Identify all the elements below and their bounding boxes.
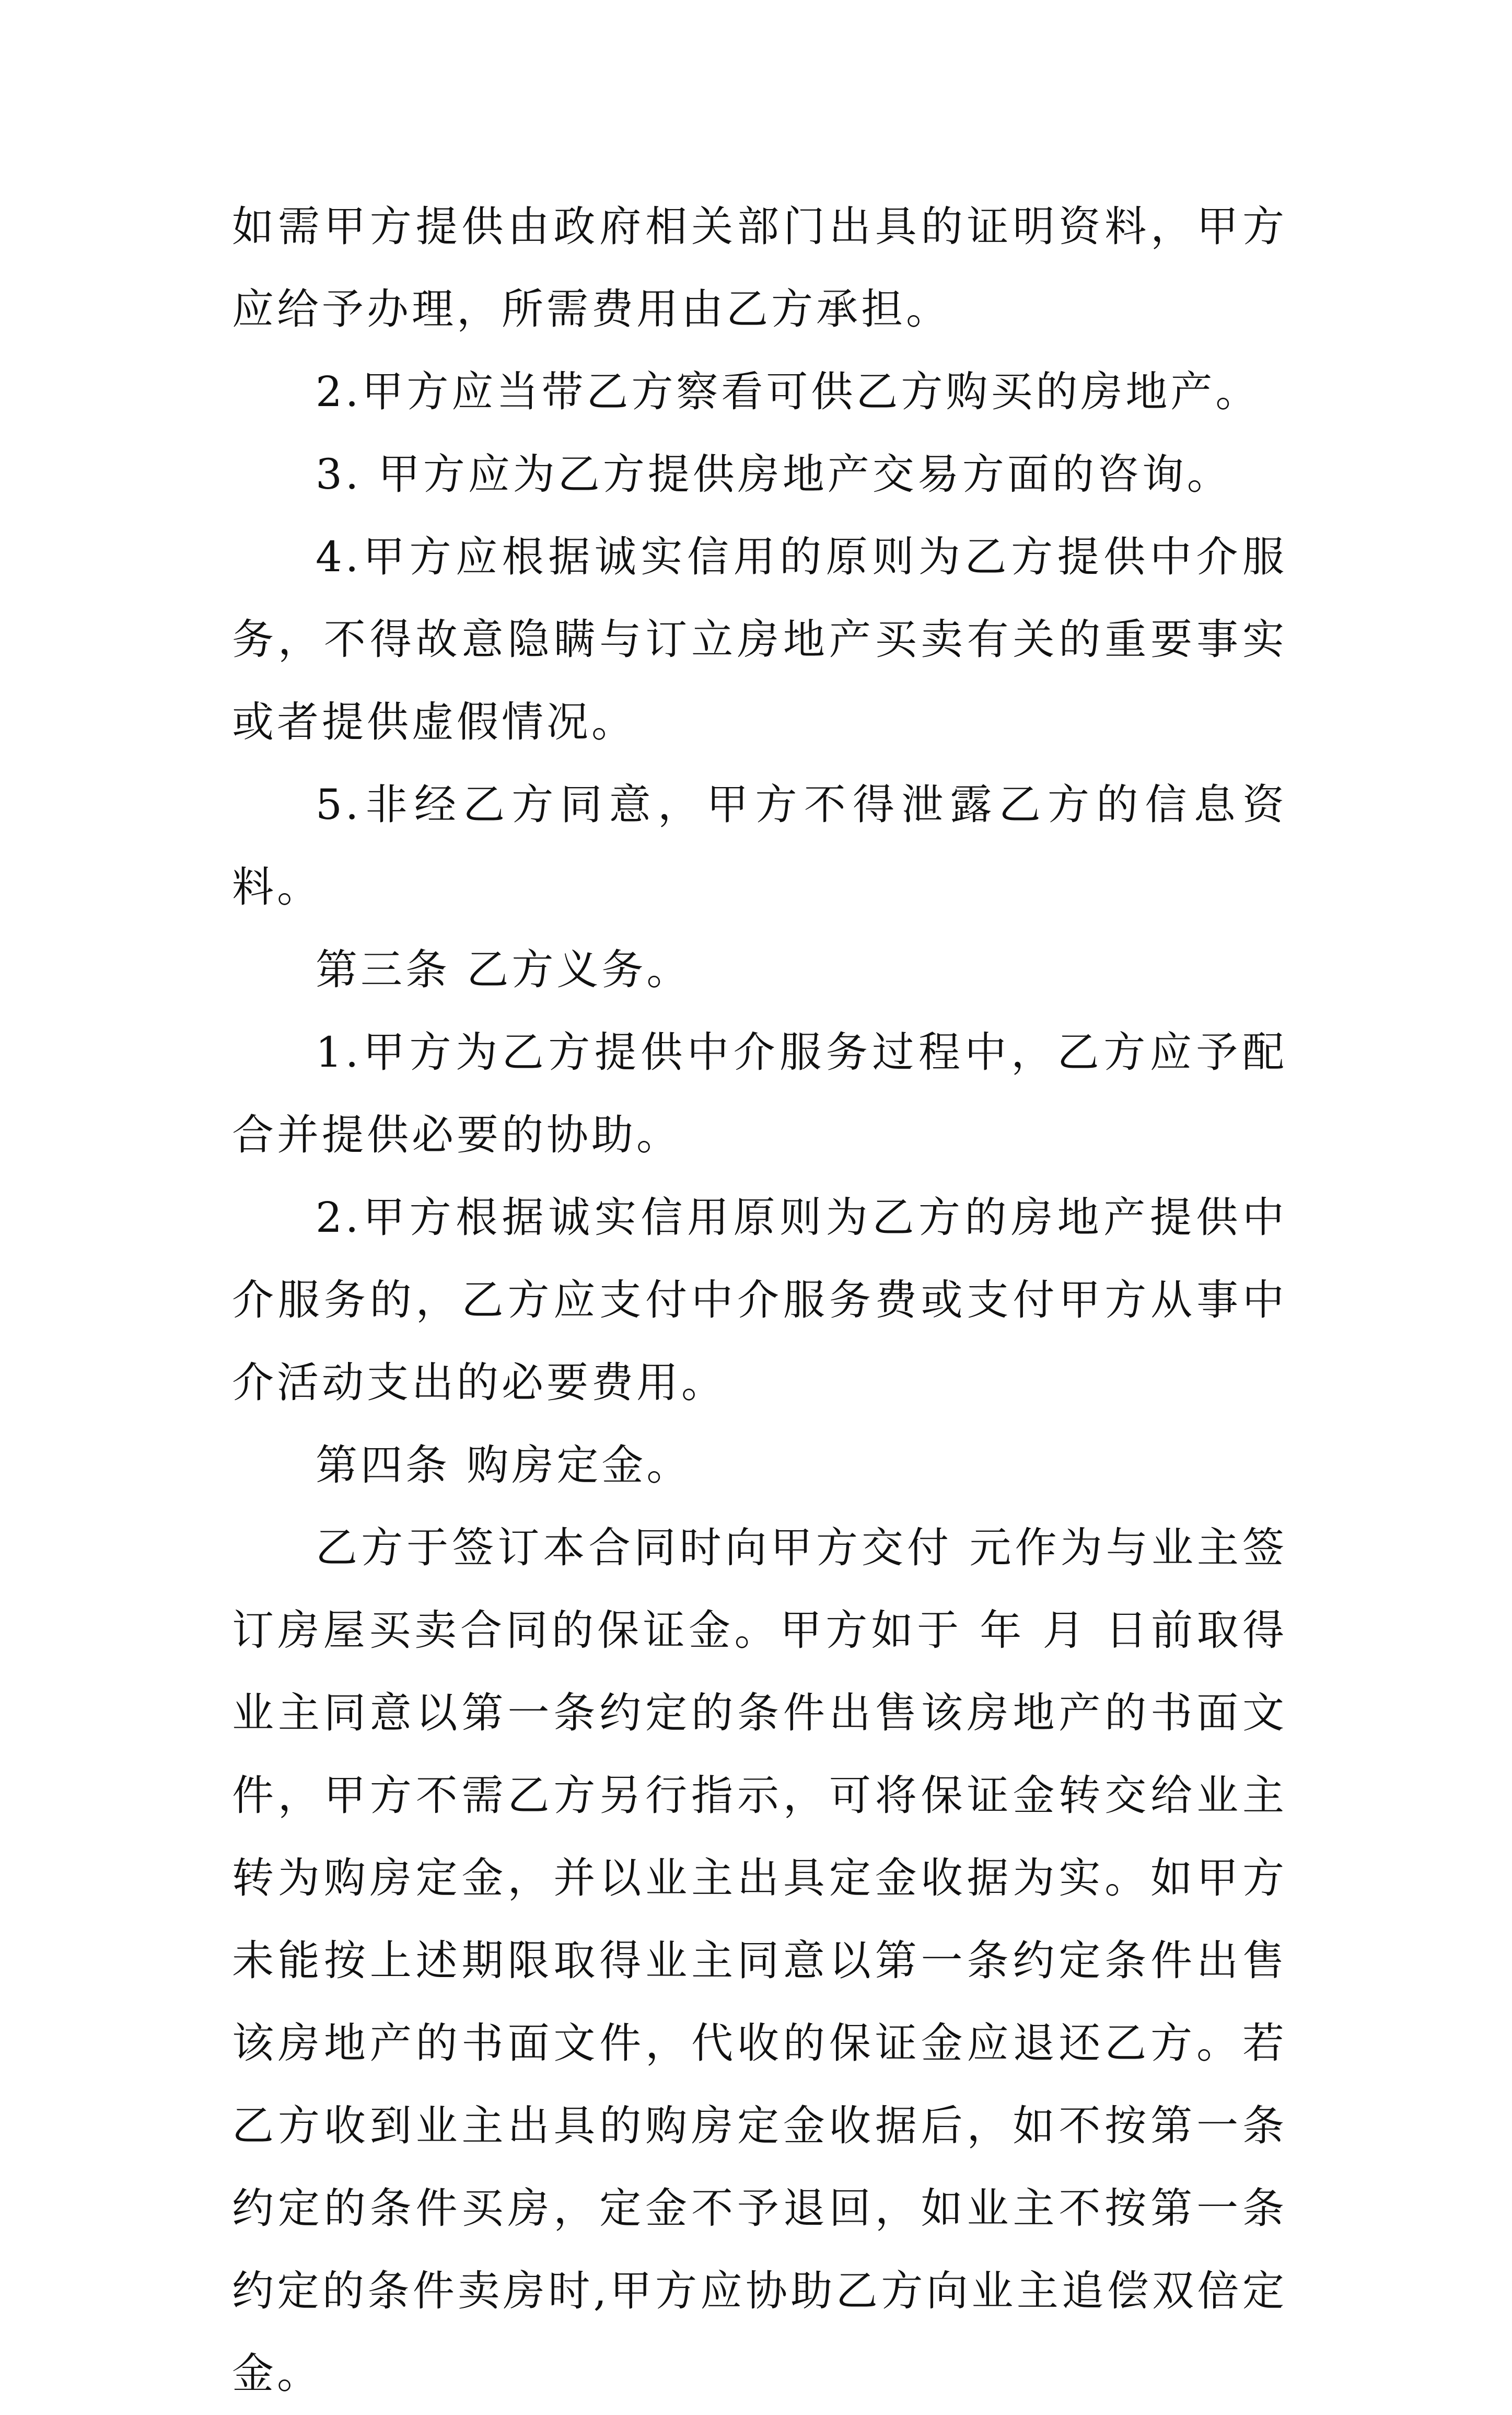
- paragraph-item-5: 5.非经乙方同意，甲方不得泄露乙方的信息资料。: [232, 780, 1287, 911]
- article-3-heading: 第三条 乙方义务。: [316, 945, 692, 994]
- paragraph-item-2: 2.甲方应当带乙方察看可供乙方购买的房地产。: [316, 367, 1261, 416]
- paragraph-continuation: 如需甲方提供由政府相关部门出具的证明资料，甲方应给予办理，所需费用由乙方承担。: [232, 202, 1287, 333]
- article-4-heading: 第四条 购房定金。: [316, 1441, 692, 1489]
- article-3-item-1: 1.甲方为乙方提供中介服务过程中，乙方应予配合并提供必要的协助。: [232, 1028, 1287, 1159]
- paragraph-item-3: 3. 甲方应为乙方提供房地产交易方面的咨询。: [316, 450, 1232, 499]
- contract-body: [232, 186, 1287, 2415]
- article-4-body: 乙方于签订本合同时向甲方交付 元作为与业主签订房屋买卖合同的保证金。甲方如于 年 月 日前取得业主同意以第一条约定的条件出售该房地产的书面文件，甲方不需乙方另行指示，可将保证金转交给业主转为购房定金，并以业主出具定金收据为实。如甲方未能按上述期限取得业主同意以第一条约定条件出售该房地产的书面文件，代收的保证金应退还乙方。若乙方收到业主出具的购房定金收据后，如不按第一条约定的条件买房，定金不予退回，如业主不按第一条约定的条件卖房时,甲方应协助乙方向业主追偿双倍定金。: [232, 1523, 1287, 2398]
- paragraph-item-4: 4.甲方应根据诚实信用的原则为乙方提供中介服务，不得故意隐瞒与订立房地产买卖有关的重要事实或者提供虚假情况。: [232, 533, 1287, 746]
- article-3-item-2: 2.甲方根据诚实信用原则为乙方的房地产提供中介服务的，乙方应支付中介服务费或支付甲方从事中介活动支出的必要费用。: [232, 1193, 1287, 1407]
